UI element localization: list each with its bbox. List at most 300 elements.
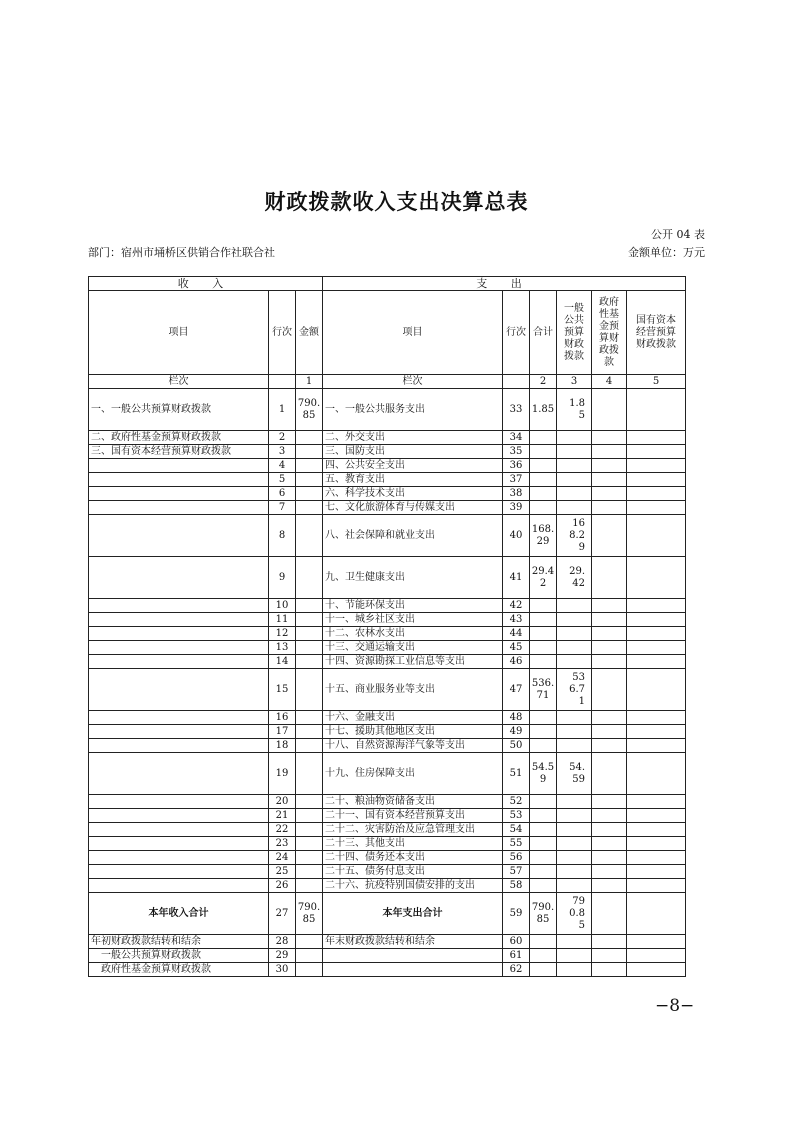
general-budget-cell [557, 949, 592, 963]
general-budget-cell [557, 627, 592, 641]
state-capital-cell [627, 445, 686, 459]
income-item-cell: 二、政府性基金预算财政拨款 [89, 431, 269, 445]
expenditure-item-cell: 十四、资源勘探工业信息等支出 [323, 655, 503, 669]
table-row [89, 669, 686, 711]
table-row [89, 641, 686, 655]
expenditure-total-cell [530, 865, 557, 879]
expenditure-item-cell: 十五、商业服务业等支出 [323, 669, 503, 711]
expenditure-total-cell [530, 963, 557, 977]
expenditure-row-no-cell: 47 [503, 669, 530, 711]
table-row [89, 753, 686, 795]
state-capital-cell [627, 837, 686, 851]
income-amount-cell [296, 837, 323, 851]
expenditure-row-no-cell: 57 [503, 865, 530, 879]
fund-budget-cell [592, 879, 627, 893]
fund-budget-cell [592, 949, 627, 963]
expenditure-row-no-cell: 55 [503, 837, 530, 851]
income-amount-cell [296, 823, 323, 837]
general-budget-cell [557, 431, 592, 445]
expenditure-item-cell: 年末财政拨款结转和结余 [323, 935, 503, 949]
table-row [89, 557, 686, 599]
fund-budget-cell [592, 893, 627, 935]
fund-budget-cell [592, 963, 627, 977]
income-item-cell [89, 599, 269, 613]
income-row-no-cell: 7 [269, 501, 296, 515]
income-row-no-cell: 28 [269, 935, 296, 949]
fund-budget-cell [592, 809, 627, 823]
expenditure-row-no-cell: 61 [503, 949, 530, 963]
income-row-no-cell: 14 [269, 655, 296, 669]
income-amount-cell: 790.85 [296, 389, 323, 431]
expenditure-total-cell [530, 725, 557, 739]
income-item-cell: 一、一般公共预算财政拨款 [89, 389, 269, 431]
income-amount-cell [296, 487, 323, 501]
col-number-3: 3 [557, 375, 592, 389]
fund-budget-cell [592, 739, 627, 753]
expenditure-row-no-cell: 43 [503, 613, 530, 627]
expenditure-item-header: 项目 [323, 291, 503, 375]
state-capital-cell [627, 641, 686, 655]
col-label-expenditure: 栏次 [323, 375, 503, 389]
income-amount-cell [296, 501, 323, 515]
fund-budget-cell [592, 711, 627, 725]
general-budget-cell [557, 613, 592, 627]
fund-budget-cell [592, 389, 627, 431]
income-amount-cell [296, 795, 323, 809]
income-amount-cell [296, 739, 323, 753]
income-item-cell [89, 501, 269, 515]
expenditure-total-cell [530, 487, 557, 501]
income-amount-cell [296, 865, 323, 879]
income-row-no-cell: 4 [269, 459, 296, 473]
income-row-no-cell: 24 [269, 851, 296, 865]
fund-budget-cell [592, 599, 627, 613]
expenditure-row-no-cell: 60 [503, 935, 530, 949]
general-budget-cell [557, 473, 592, 487]
state-capital-cell [627, 389, 686, 431]
expenditure-row-no-cell: 38 [503, 487, 530, 501]
expenditure-total-cell [530, 809, 557, 823]
expenditure-row-no-cell: 51 [503, 753, 530, 795]
expenditure-total-cell: 168.29 [530, 515, 557, 557]
fund-budget-cell [592, 431, 627, 445]
income-row-no-cell: 23 [269, 837, 296, 851]
general-budget-cell [557, 879, 592, 893]
income-amount-cell [296, 809, 323, 823]
income-row-no-cell: 29 [269, 949, 296, 963]
state-capital-cell [627, 795, 686, 809]
expenditure-total-cell [530, 851, 557, 865]
expenditure-total-cell [530, 459, 557, 473]
income-item-cell [89, 459, 269, 473]
general-budget-cell [557, 599, 592, 613]
state-capital-cell [627, 473, 686, 487]
income-amount-cell [296, 515, 323, 557]
table-row [89, 459, 686, 473]
table-row [89, 739, 686, 753]
expenditure-item-cell: 二十五、债务付息支出 [323, 865, 503, 879]
fund-budget-cell [592, 795, 627, 809]
state-capital-cell [627, 935, 686, 949]
income-item-cell [89, 711, 269, 725]
income-row-no-cell: 21 [269, 809, 296, 823]
income-amount-cell [296, 613, 323, 627]
income-row-no-cell: 18 [269, 739, 296, 753]
income-item-cell [89, 739, 269, 753]
column-header-row [89, 291, 686, 375]
expenditure-row-no-cell: 34 [503, 431, 530, 445]
expenditure-item-cell: 十七、援助其他地区支出 [323, 725, 503, 739]
expenditure-item-cell: 九、卫生健康支出 [323, 557, 503, 599]
income-row-no-cell: 10 [269, 599, 296, 613]
expenditure-row-no-cell: 59 [503, 893, 530, 935]
table-row [89, 725, 686, 739]
income-row-no-cell: 22 [269, 823, 296, 837]
fund-budget-cell [592, 851, 627, 865]
expenditure-row-no-cell: 39 [503, 501, 530, 515]
table-row [89, 655, 686, 669]
fund-budget-cell [592, 473, 627, 487]
expenditure-row-no-cell: 58 [503, 879, 530, 893]
table-row [89, 627, 686, 641]
income-row-no-cell: 16 [269, 711, 296, 725]
income-amount-cell [296, 599, 323, 613]
expenditure-total-cell: 54.59 [530, 753, 557, 795]
income-amount-cell [296, 725, 323, 739]
income-amount-cell [296, 711, 323, 725]
col-label-income: 栏次 [89, 375, 269, 389]
state-capital-cell [627, 823, 686, 837]
expenditure-row-no-header: 行次 [503, 291, 530, 375]
income-item-cell [89, 655, 269, 669]
expenditure-row-no-cell: 46 [503, 655, 530, 669]
fund-budget-cell [592, 501, 627, 515]
income-item-header: 项目 [89, 291, 269, 375]
expenditure-row-no-cell: 33 [503, 389, 530, 431]
income-amount-cell [296, 459, 323, 473]
expenditure-item-cell [323, 963, 503, 977]
table-row [89, 851, 686, 865]
expenditure-row-no-cell: 45 [503, 641, 530, 655]
expenditure-total-cell [530, 445, 557, 459]
state-capital-cell [627, 501, 686, 515]
income-row-no-cell: 11 [269, 613, 296, 627]
expenditure-row-no-cell: 50 [503, 739, 530, 753]
expenditure-item-cell: 二十四、债务还本支出 [323, 851, 503, 865]
state-capital-cell [627, 557, 686, 599]
income-amount-cell [296, 655, 323, 669]
expenditure-row-no-cell: 44 [503, 627, 530, 641]
state-capital-cell [627, 431, 686, 445]
state-capital-cell [627, 865, 686, 879]
fund-budget-cell [592, 487, 627, 501]
expenditure-item-cell: 八、社会保障和就业支出 [323, 515, 503, 557]
expenditure-item-cell: 二十、粮油物资储备支出 [323, 795, 503, 809]
income-item-cell [89, 473, 269, 487]
expenditure-item-cell: 三、国防支出 [323, 445, 503, 459]
expenditure-item-cell: 二十六、抗疫特别国债安排的支出 [323, 879, 503, 893]
income-amount-cell [296, 445, 323, 459]
general-budget-cell [557, 963, 592, 977]
table-body [89, 277, 686, 977]
table-row [89, 613, 686, 627]
budget-summary-table [88, 276, 686, 977]
expenditure-item-cell [323, 949, 503, 963]
expenditure-total-cell [530, 949, 557, 963]
form-number: 公开 04 表 [651, 228, 705, 241]
income-item-cell [89, 515, 269, 557]
expenditure-total-cell [530, 795, 557, 809]
income-row-no-cell: 25 [269, 865, 296, 879]
state-capital-cell [627, 459, 686, 473]
income-item-cell [89, 865, 269, 879]
expenditure-total-cell [530, 501, 557, 515]
department-label: 部门：宿州市埇桥区供销合作社联合社 [88, 246, 275, 259]
expenditure-row-no-cell: 35 [503, 445, 530, 459]
page-title: 财政拨款收入支出决算总表 [264, 190, 529, 214]
expenditure-item-cell: 二十三、其他支出 [323, 837, 503, 851]
fund-budget-cell [592, 823, 627, 837]
income-row-no-cell: 17 [269, 725, 296, 739]
general-budget-cell [557, 641, 592, 655]
table-row [89, 865, 686, 879]
state-capital-cell [627, 627, 686, 641]
fund-budget-cell [592, 725, 627, 739]
income-row-no-cell: 9 [269, 557, 296, 599]
expenditure-total-cell [530, 711, 557, 725]
expenditure-row-no-cell: 52 [503, 795, 530, 809]
fund-budget-cell [592, 459, 627, 473]
expenditure-item-cell: 六、科学技术支出 [323, 487, 503, 501]
expenditure-row-no-cell: 53 [503, 809, 530, 823]
state-capital-header: 国有资本经营预算财政拨款 [627, 291, 686, 375]
expenditure-item-cell: 十一、城乡社区支出 [323, 613, 503, 627]
expenditure-total-cell [530, 879, 557, 893]
expenditure-total-cell [530, 431, 557, 445]
fund-budget-cell [592, 935, 627, 949]
fund-budget-cell [592, 865, 627, 879]
income-item-cell: 政府性基金预算财政拨款 [89, 963, 269, 977]
expenditure-total-cell [530, 473, 557, 487]
general-budget-cell [557, 501, 592, 515]
state-capital-cell [627, 725, 686, 739]
state-capital-cell [627, 655, 686, 669]
expenditure-row-no-cell: 48 [503, 711, 530, 725]
income-item-cell [89, 837, 269, 851]
income-row-no-cell: 12 [269, 627, 296, 641]
income-item-cell [89, 669, 269, 711]
expenditure-total-cell [530, 935, 557, 949]
expenditure-item-cell: 四、公共安全支出 [323, 459, 503, 473]
table-row [89, 949, 686, 963]
expenditure-total-cell [530, 837, 557, 851]
state-capital-cell [627, 739, 686, 753]
expenditure-row-no-cell: 42 [503, 599, 530, 613]
income-row-no-cell: 20 [269, 795, 296, 809]
general-budget-header: 一般公共预算财政拨款 [557, 291, 592, 375]
expenditure-total-cell: 790.85 [530, 893, 557, 935]
income-amount-cell [296, 557, 323, 599]
expenditure-row-no-cell: 62 [503, 963, 530, 977]
expenditure-item-cell: 本年支出合计 [323, 893, 503, 935]
state-capital-cell [627, 879, 686, 893]
expenditure-total-header: 合计 [530, 291, 557, 375]
expenditure-item-cell: 十、节能环保支出 [323, 599, 503, 613]
state-capital-cell [627, 487, 686, 501]
income-row-no-cell: 1 [269, 389, 296, 431]
expenditure-item-cell: 五、教育支出 [323, 473, 503, 487]
income-item-cell [89, 823, 269, 837]
income-row-no-cell: 5 [269, 473, 296, 487]
income-item-cell: 三、国有资本经营预算财政拨款 [89, 445, 269, 459]
fund-budget-cell [592, 655, 627, 669]
income-row-no-cell: 8 [269, 515, 296, 557]
general-budget-cell: 536.71 [557, 669, 592, 711]
col-number-blank [503, 375, 530, 389]
income-amount-cell [296, 851, 323, 865]
income-amount-cell [296, 627, 323, 641]
table-row [89, 879, 686, 893]
table-row [89, 487, 686, 501]
page-number: −8− [655, 996, 695, 1016]
general-budget-cell [557, 711, 592, 725]
general-budget-cell [557, 725, 592, 739]
general-budget-cell [557, 823, 592, 837]
table-row [89, 389, 686, 431]
table-row [89, 711, 686, 725]
expenditure-total-cell [530, 599, 557, 613]
state-capital-cell [627, 893, 686, 935]
income-amount-cell [296, 431, 323, 445]
table-row [89, 599, 686, 613]
expenditure-total-cell: 29.42 [530, 557, 557, 599]
table-row [89, 515, 686, 557]
expenditure-item-cell: 十八、自然资源海洋气象等支出 [323, 739, 503, 753]
income-item-cell [89, 851, 269, 865]
income-item-cell [89, 627, 269, 641]
expenditure-row-no-cell: 54 [503, 823, 530, 837]
expenditure-total-cell: 1.85 [530, 389, 557, 431]
income-row-no-cell: 26 [269, 879, 296, 893]
expenditure-item-cell: 十六、金融支出 [323, 711, 503, 725]
col-number-2: 2 [530, 375, 557, 389]
expenditure-item-cell: 二十二、灾害防治及应急管理支出 [323, 823, 503, 837]
general-budget-cell [557, 459, 592, 473]
expenditure-row-no-cell: 36 [503, 459, 530, 473]
table-row [89, 431, 686, 445]
income-amount-cell [296, 641, 323, 655]
table-row [89, 501, 686, 515]
income-amount-cell [296, 949, 323, 963]
section-header-row [89, 277, 686, 291]
general-budget-cell [557, 837, 592, 851]
fund-budget-cell [592, 837, 627, 851]
col-number-blank [269, 375, 296, 389]
income-amount-cell [296, 879, 323, 893]
table-row [89, 893, 686, 935]
expenditure-row-no-cell: 49 [503, 725, 530, 739]
income-amount-cell [296, 669, 323, 711]
expenditure-total-cell [530, 613, 557, 627]
fund-budget-cell [592, 613, 627, 627]
income-row-no-cell: 6 [269, 487, 296, 501]
fund-budget-cell [592, 641, 627, 655]
income-row-no-cell: 3 [269, 445, 296, 459]
income-row-no-cell: 19 [269, 753, 296, 795]
expenditure-total-cell [530, 823, 557, 837]
fund-budget-cell [592, 445, 627, 459]
table-row [89, 963, 686, 977]
state-capital-cell [627, 711, 686, 725]
income-row-no-cell: 30 [269, 963, 296, 977]
state-capital-cell [627, 599, 686, 613]
general-budget-cell [557, 445, 592, 459]
general-budget-cell [557, 809, 592, 823]
fund-budget-cell [592, 669, 627, 711]
state-capital-cell [627, 949, 686, 963]
income-item-cell [89, 795, 269, 809]
expenditure-item-cell: 十三、交通运输支出 [323, 641, 503, 655]
income-item-cell [89, 557, 269, 599]
table-row [89, 445, 686, 459]
table-row [89, 473, 686, 487]
income-row-no-cell: 13 [269, 641, 296, 655]
income-amount-header: 金额 [296, 291, 323, 375]
general-budget-cell: 168.29 [557, 515, 592, 557]
fund-budget-cell [592, 557, 627, 599]
general-budget-cell [557, 795, 592, 809]
state-capital-cell [627, 613, 686, 627]
income-item-cell: 年初财政拨款结转和结余 [89, 935, 269, 949]
general-budget-cell [557, 851, 592, 865]
expenditure-row-no-cell: 37 [503, 473, 530, 487]
state-capital-cell [627, 963, 686, 977]
income-row-no-cell: 27 [269, 893, 296, 935]
expenditure-row-no-cell: 40 [503, 515, 530, 557]
state-capital-cell [627, 753, 686, 795]
income-amount-cell [296, 473, 323, 487]
income-item-cell: 一般公共预算财政拨款 [89, 949, 269, 963]
expenditure-item-cell: 二、外交支出 [323, 431, 503, 445]
income-row-no-cell: 2 [269, 431, 296, 445]
expenditure-total-cell [530, 739, 557, 753]
income-row-no-header: 行次 [269, 291, 296, 375]
state-capital-cell [627, 851, 686, 865]
income-section-header: 收 入 [89, 277, 323, 291]
general-budget-cell: 790.85 [557, 893, 592, 935]
income-item-cell: 本年收入合计 [89, 893, 269, 935]
expenditure-total-cell: 536.71 [530, 669, 557, 711]
table-row [89, 795, 686, 809]
fund-budget-cell [592, 515, 627, 557]
income-amount-cell [296, 935, 323, 949]
expenditure-total-cell [530, 641, 557, 655]
general-budget-cell: 29.42 [557, 557, 592, 599]
state-capital-cell [627, 809, 686, 823]
income-amount-cell: 790.85 [296, 893, 323, 935]
fund-budget-cell [592, 627, 627, 641]
income-item-cell [89, 753, 269, 795]
income-item-cell [89, 725, 269, 739]
expenditure-item-cell: 一、一般公共服务支出 [323, 389, 503, 431]
income-item-cell [89, 487, 269, 501]
fund-budget-header: 政府性基金预算财政拨款 [592, 291, 627, 375]
general-budget-cell [557, 655, 592, 669]
expenditure-total-cell [530, 627, 557, 641]
income-item-cell [89, 641, 269, 655]
income-item-cell [89, 879, 269, 893]
col-number-5: 5 [627, 375, 686, 389]
